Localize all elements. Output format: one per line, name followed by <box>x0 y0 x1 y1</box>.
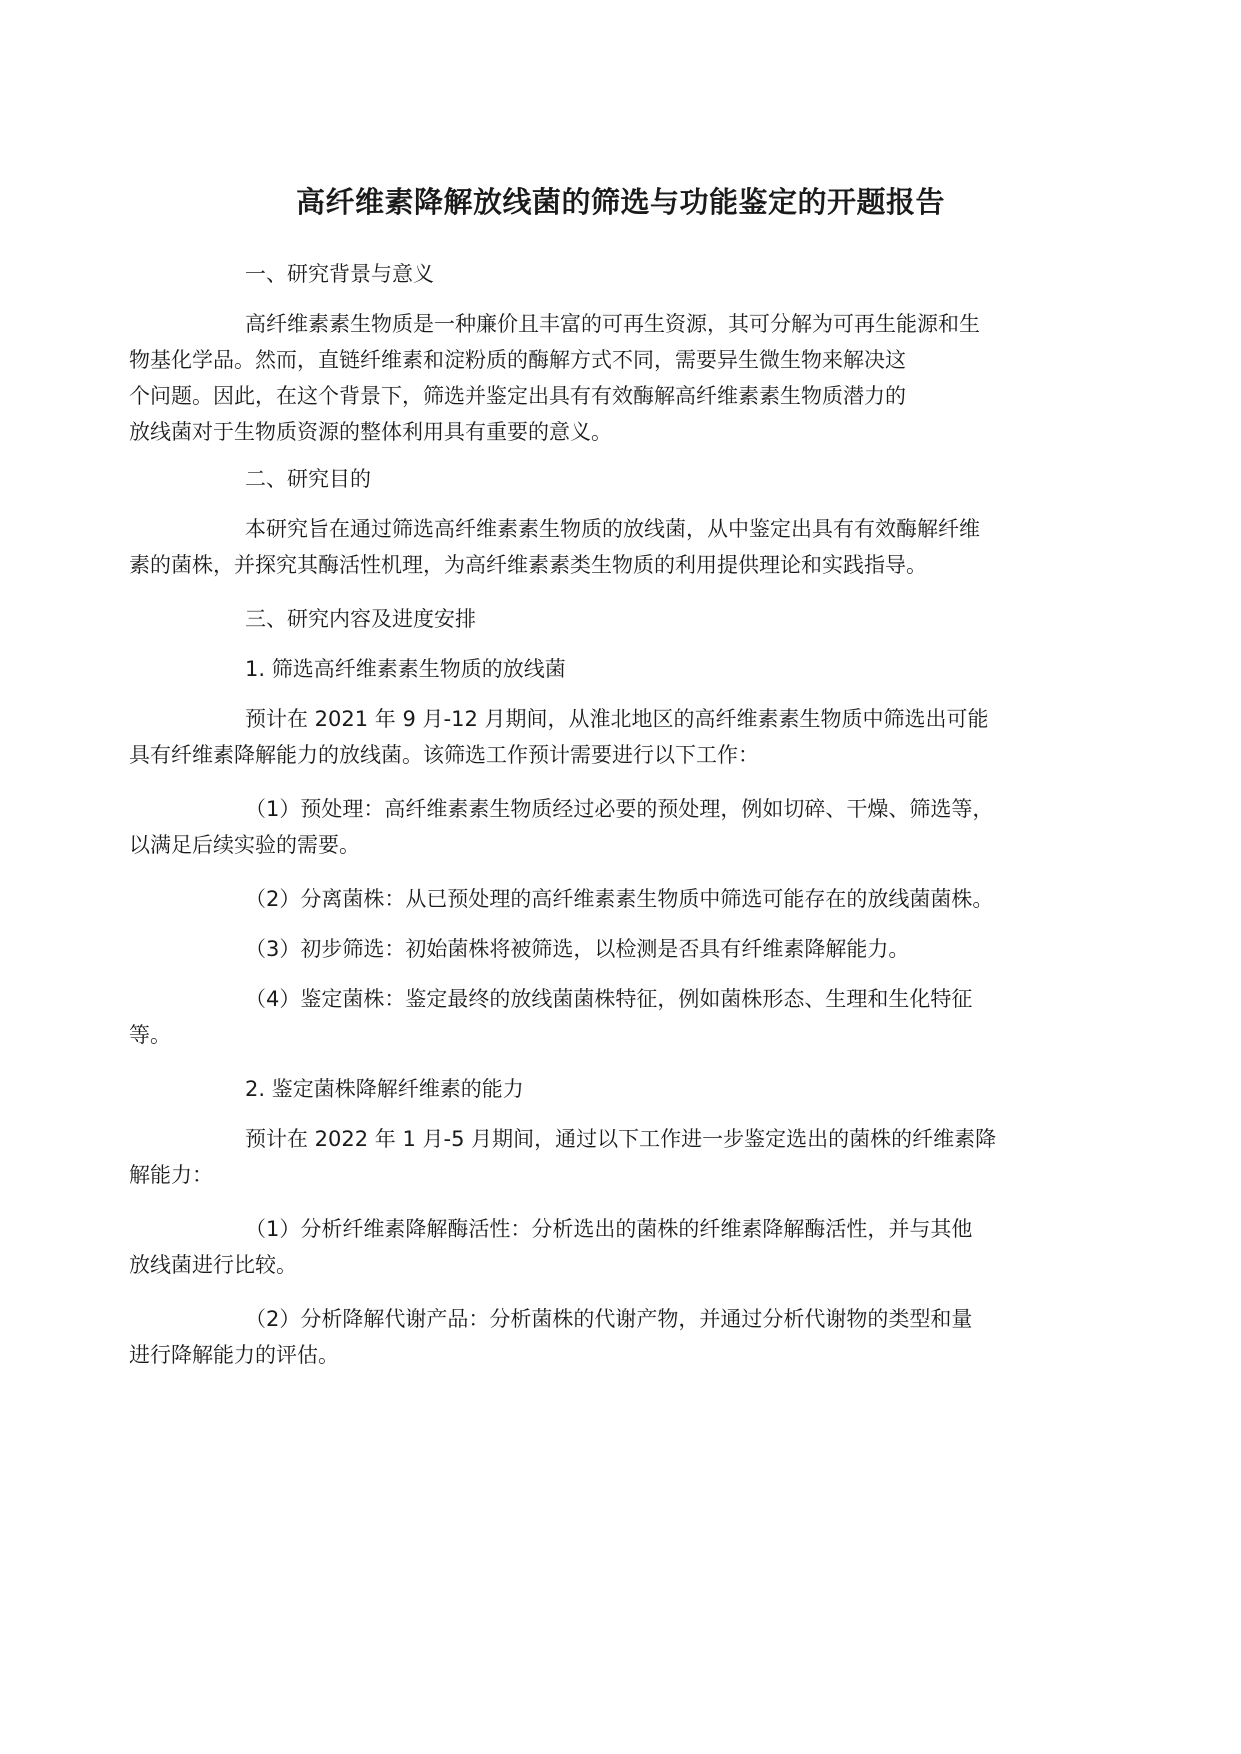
text-line: （2）分析降解代谢产品：分析菌株的代谢产物，并通过分析代谢物的类型和量 <box>245 1307 973 1331</box>
text-line: 进行降解能力的评估。 <box>129 1343 339 1367</box>
text-line: 等。 <box>129 1023 171 1047</box>
text-line: 放线菌对于生物质资源的整体利用具有重要的意义。 <box>129 420 612 444</box>
paragraph-identification <box>129 1121 1077 1193</box>
section-heading-3 <box>187 601 1077 637</box>
text-line: （1）预处理：高纤维素素生物质经过必要的预处理，例如切碎、干燥、筛选等， <box>245 797 994 821</box>
subheading-2 <box>187 1071 1077 1107</box>
text-line: 具有纤维素降解能力的放线菌。该筛选工作预计需要进行以下工作： <box>129 743 759 767</box>
list-item-1 <box>129 791 1077 863</box>
text-line: 物基化学品。然而，直链纤维素和淀粉质的酶解方式不同，需要异生微生物来解决这 <box>129 348 906 372</box>
text-line: 三、研究内容及进度安排 <box>245 607 476 631</box>
text-line: 二、研究目的 <box>245 467 371 491</box>
list-item-4 <box>129 981 1077 1053</box>
list-item-3 <box>187 931 1077 967</box>
text-line: 2. 鉴定菌株降解纤维素的能力 <box>245 1077 524 1101</box>
text-line: 预计在 2022 年 1 月-5 月期间，通过以下工作进一步鉴定选出的菌株的纤维素降 <box>245 1127 997 1151</box>
subheading-1 <box>187 651 1077 687</box>
text-line: 本研究旨在通过筛选高纤维素素生物质的放线菌，从中鉴定出具有有效酶解纤维 <box>245 517 980 541</box>
text-line: （2）分离菌株：从已预处理的高纤维素素生物质中筛选可能存在的放线菌菌株。 <box>245 887 994 911</box>
list-item-5 <box>129 1211 1077 1283</box>
paragraph-background <box>129 306 1077 450</box>
list-item-2 <box>187 881 1077 917</box>
text-line: 预计在 2021 年 9 月-12 月期间，从淮北地区的高纤维素素生物质中筛选出可能 <box>245 707 989 731</box>
paragraph-purpose <box>129 511 1077 583</box>
text-line: （4）鉴定菌株：鉴定最终的放线菌菌株特征，例如菌株形态、生理和生化特征 <box>245 987 973 1011</box>
text-line: 1. 筛选高纤维素素生物质的放线菌 <box>245 657 566 681</box>
text-line: 放线菌进行比较。 <box>129 1253 297 1277</box>
section-heading-2 <box>187 461 1077 497</box>
list-item-6 <box>129 1301 1077 1373</box>
text-line: （1）分析纤维素降解酶活性：分析选出的菌株的纤维素降解酶活性，并与其他 <box>245 1217 973 1241</box>
paragraph-screening <box>129 701 1077 773</box>
text-line: （3）初步筛选：初始菌株将被筛选，以检测是否具有纤维素降解能力。 <box>245 937 910 961</box>
section-heading-1 <box>187 256 1077 292</box>
text-line: 以满足后续实验的需要。 <box>129 833 360 857</box>
text-line: 个问题。因此，在这个背景下，筛选并鉴定出具有有效酶解高纤维素素生物质潜力的 <box>129 384 906 408</box>
document-title: 高纤维素降解放线菌的筛选与功能鉴定的开题报告 <box>295 185 945 219</box>
text-line: 高纤维素素生物质是一种廉价且丰富的可再生资源，其可分解为可再生能源和生 <box>245 312 980 336</box>
text-line: 解能力： <box>129 1163 213 1187</box>
text-line: 一、研究背景与意义 <box>245 262 434 286</box>
text-line: 素的菌株，并探究其酶活性机理，为高纤维素素类生物质的利用提供理论和实践指导。 <box>129 553 927 577</box>
